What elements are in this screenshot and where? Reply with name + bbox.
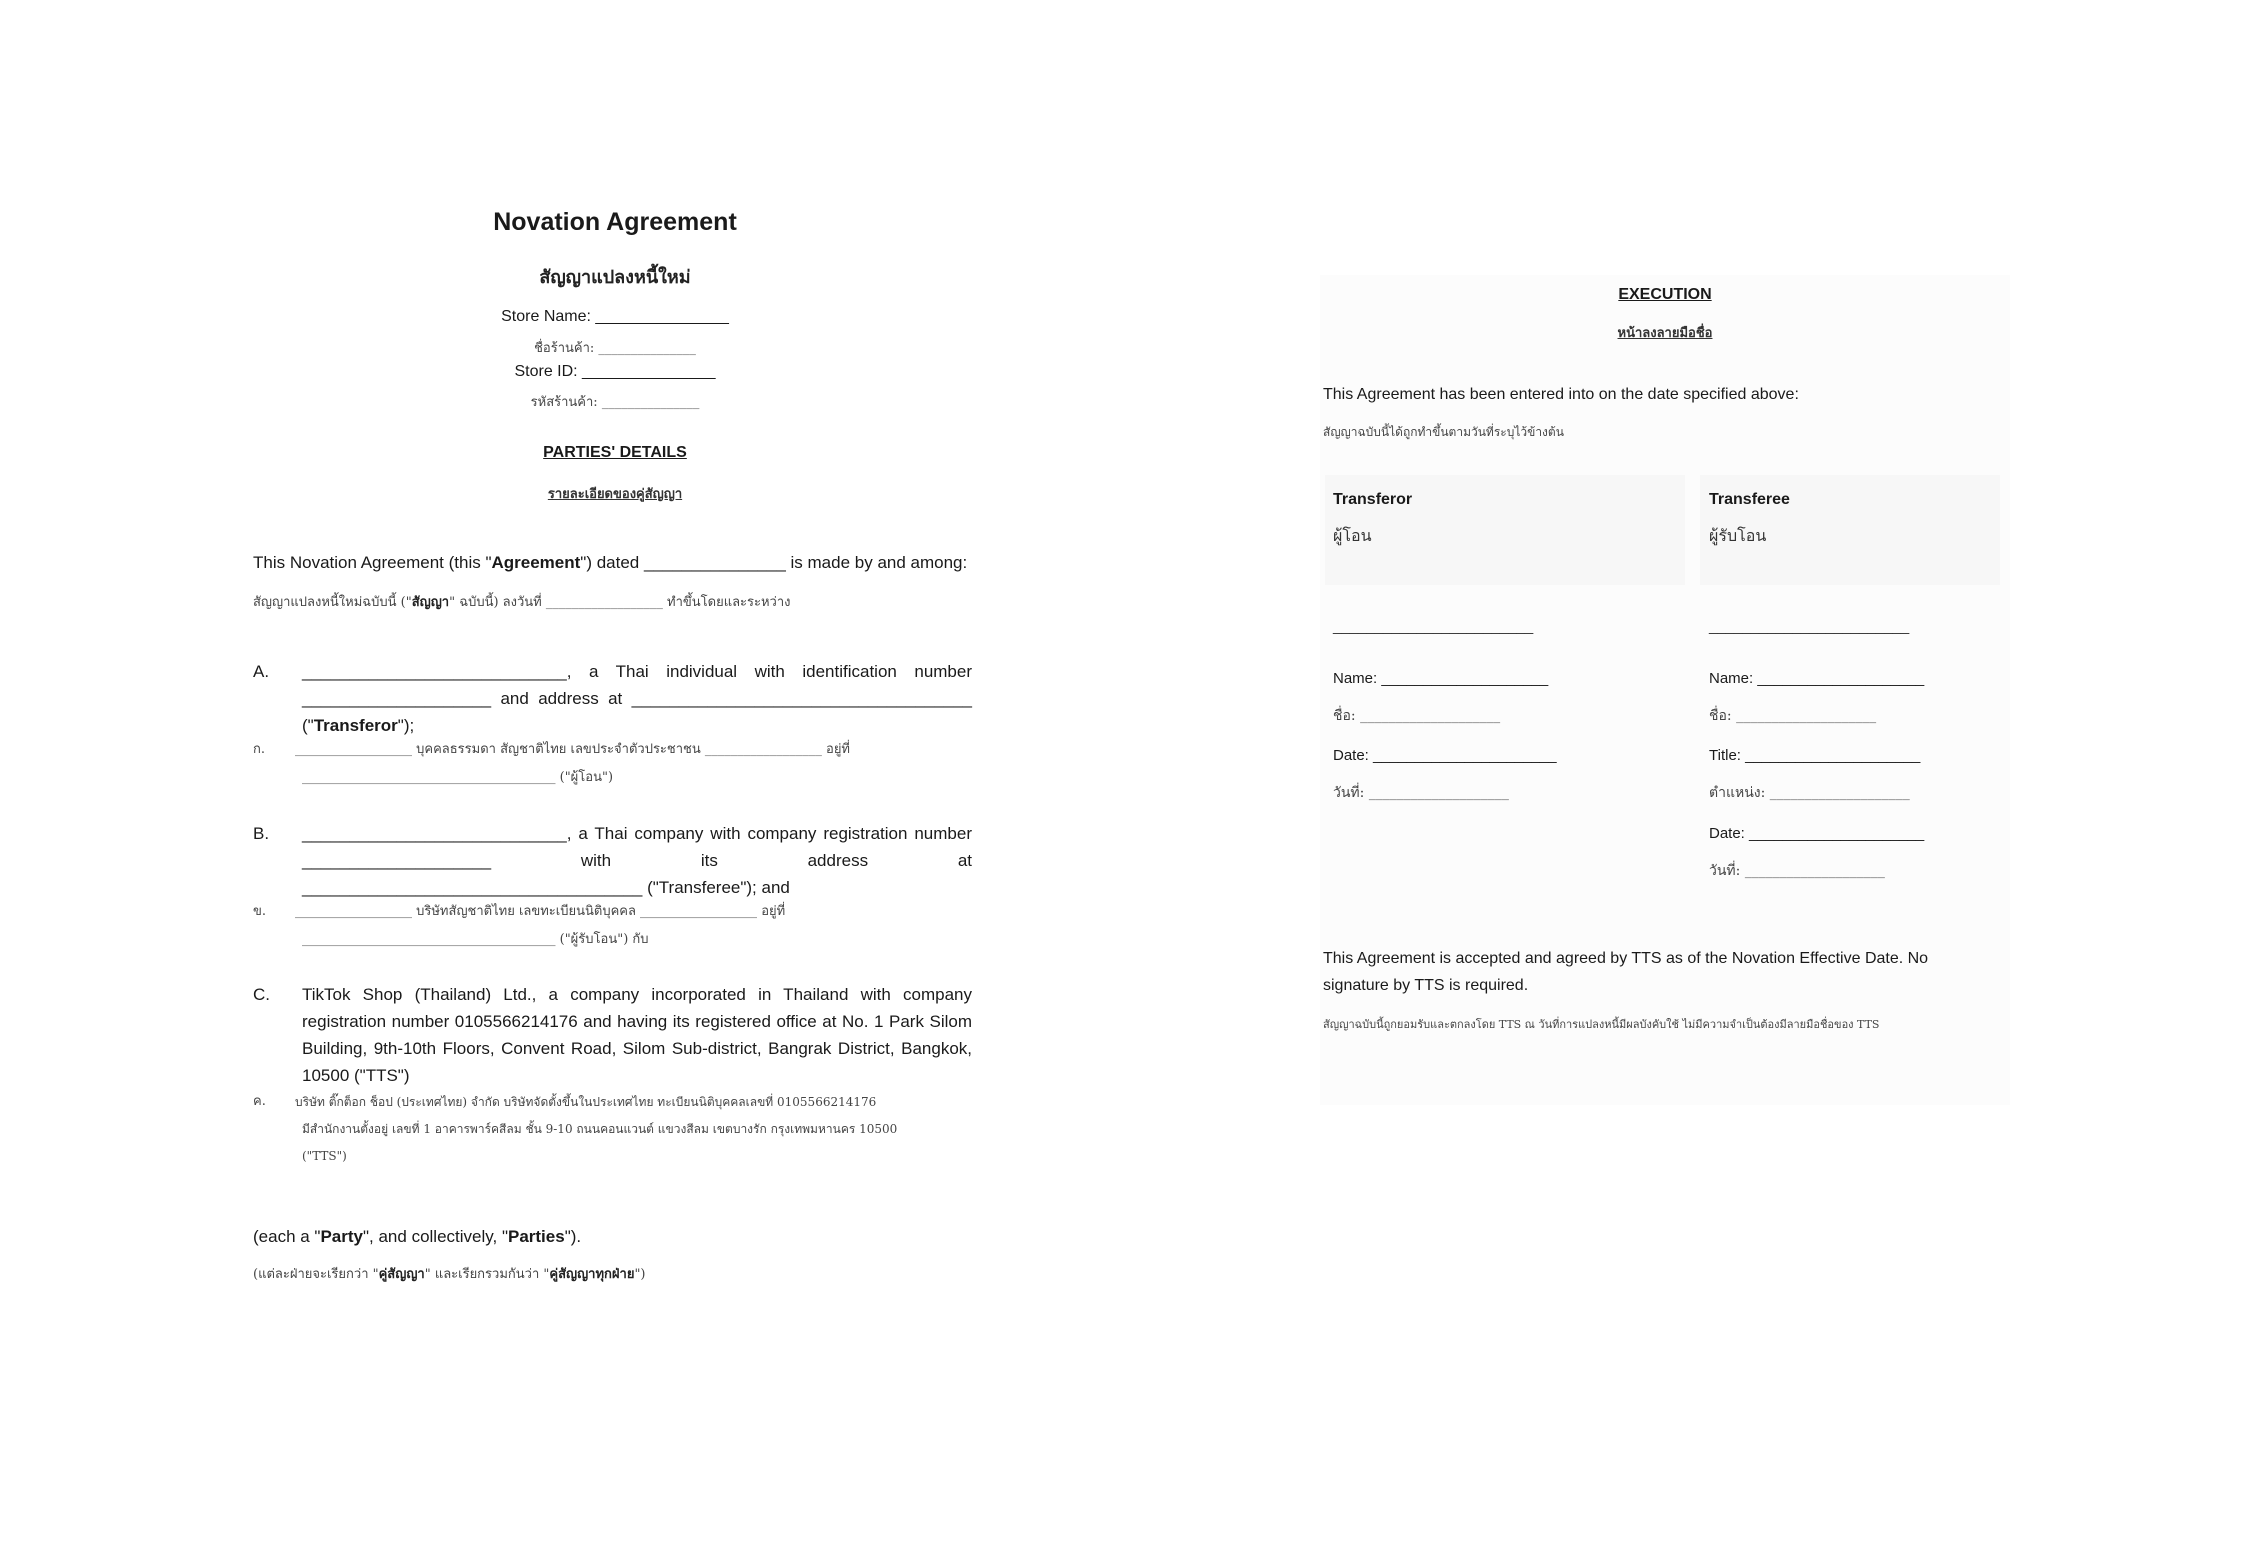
transferee-name-field-th: ชื่อ: ____________________ [1709,708,1877,724]
party-th-defined-term: คู่สัญญา [378,1267,425,1282]
clause-b-label: B. [253,824,270,843]
intro-th-defined-term: สัญญา [411,595,450,610]
transferee-date-field-th: วันที่: ____________________ [1709,863,1885,879]
transferee-title-field: Title: _____________________ [1709,747,1921,764]
execution-heading: EXECUTION [1618,286,1712,303]
store-id-field: Store ID: _______________ [514,363,716,380]
each-party-th-text-end: ") [634,1267,646,1282]
parties-heading: PARTIES' DETAILS [543,444,687,461]
clause-c-label: C. [253,985,270,1004]
transferee-name-field: Name: ____________________ [1709,670,1925,687]
clause-a-th-line: __________________ บุคคลธรรมดา สัญชาติไทย เลขประจำตัวประชาชน __________________ อยู่ที่ [295,742,851,757]
clause-b-th-line: _______________________________________ ("ผู้รับโอน") กับ [302,932,649,947]
clause-c-th-line: บริษัท ติ๊กต็อก ช็อป (ประเทศไทย) จำกัด บริษัทจัดตั้งขึ้นในประเทศไทย ทะเบียนนิติบุคคลเลขที่ 0105566214176 [295,1095,877,1109]
store-id-field-th: รหัสร้านค้า: _______________ [530,395,700,410]
intro-defined-term: Agreement [491,553,581,572]
party-defined-term: Party [320,1227,363,1246]
clause-c-th-line: ("TTS") [302,1149,347,1163]
parties-heading-th: รายละเอียดของคู่สัญญา [547,487,683,502]
transferee-date-field: Date: _____________________ [1709,825,1925,842]
transferor-date-field: Date: ______________________ [1333,747,1557,764]
clause-a-th-line: _______________________________________ ("ผู้โอน") [302,770,614,785]
transferor-title-th: ผู้โอน [1333,526,1372,545]
clause-b-line: ____________________________, a Thai company with company registration number [302,824,972,843]
clause-a-th-label: ก. [253,742,266,757]
clause-b-th-line: __________________ บริษัทสัญชาติไทย เลขทะเบียนนิติบุคคล __________________ อยู่ที่ [295,904,786,919]
clause-b-th-label: ข. [253,904,267,919]
transferor-name-field: Name: ____________________ [1333,670,1549,687]
parties-defined-term: Parties [507,1227,565,1246]
intro-paragraph [253,549,973,576]
clause-c-th-line: มีสำนักงานตั้งอยู่ เลขที่ 1 อาคารพาร์คสีลม ชั้น 9-10 ถนนคอนแวนต์ แขวงสีลม เขตบางรัก กรุงเทพมหานคร 10500 [302,1122,898,1136]
parties-th-defined-term: คู่สัญญาทุกฝ่าย [549,1267,635,1282]
clause-c-line: TikTok Shop (Thailand) Ltd., a company incorporated in Thailand with company [302,985,972,1004]
transferor-name-field-th: ชื่อ: ____________________ [1333,708,1501,724]
each-party-paragraph-th [253,1262,973,1288]
store-name-field: Store Name: _______________ [501,308,729,325]
document-title: Novation Agreement [493,208,737,236]
intro-paragraph-th [253,590,973,616]
store-name-field-th: ชื่อร้านค้า: _______________ [534,341,696,356]
execution-heading-th: หน้าลงลายมือชื่อ [1617,326,1713,341]
clause-a-text-end: "); [397,716,415,735]
document-title-th: สัญญาแปลงหนี้ใหม่ [539,267,691,288]
each-party-th-text: (แต่ละฝ่ายจะเรียกว่า " [253,1267,379,1282]
clause-a-text: (" [302,716,314,735]
clause-c-th-label: ค. [253,1094,266,1109]
acceptance-statement-line: This Agreement is accepted and agreed by TTS as of the Novation Effective Date. No [1323,950,1929,967]
clause-a-defined-term: Transferor [313,716,398,735]
entered-statement-th: สัญญาฉบับนี้ได้ถูกทำขึ้นตามวันที่ระบุไว้ข้างต้น [1323,425,1564,439]
intro-th-text-end: " ฉบับนี้) ลงวันที่ __________________ ทำขึ้นโดยและระหว่าง [449,595,791,610]
clause-a-line [302,712,972,739]
acceptance-statement-th: สัญญาฉบับนี้ถูกยอมรับและตกลงโดย TTS ณ วันที่การแปลงหนี้มีผลบังคับใช้ ไม่มีความจำเป็นต้องมีลายมือชื่อของ TTS [1323,1018,1880,1031]
clause-a-line: ____________________________, a Thai individual with identification number [302,662,972,681]
clause-a-label: A. [253,662,270,681]
intro-text: This Novation Agreement (this " [253,553,492,572]
clause-c-line: 10500 ("TTS") [302,1066,410,1085]
transferor-title: Transferor [1333,491,1413,508]
entered-statement: This Agreement has been entered into on the date specified above: [1323,386,1799,403]
clause-b-line: ____________________ with its address at [302,851,972,870]
each-party-text: (each a " [253,1227,321,1246]
each-party-text-end: "). [564,1227,582,1246]
clause-c-line: Building, 9th-10th Floors, Convent Road, Silom Sub-district, Bangrak District, Bangkok, [302,1039,972,1058]
transferor-date-field-th: วันที่: ____________________ [1333,785,1509,801]
intro-text-end: ") dated _______________ is made by and among: [580,553,968,572]
transferee-title-field-th: ตำแหน่ง: ____________________ [1709,785,1910,801]
transferee-signature-line: ________________________ [1709,618,1910,635]
clause-a-line: ____________________ and address at ____________________________________ [302,689,972,708]
transferor-signature-line: ________________________ [1333,618,1534,635]
intro-th-text: สัญญาแปลงหนี้ใหม่ฉบับนี้ (" [253,595,412,610]
each-party-th-text-mid: " และเรียกรวมกันว่า " [424,1267,550,1282]
each-party-paragraph [253,1223,973,1250]
acceptance-statement-line: signature by TTS is required. [1323,977,1529,994]
clause-c-line: registration number 0105566214176 and having its registered office at No. 1 Park Silom [302,1012,972,1031]
clause-b-line: ____________________________________ ("Transferee"); and [302,878,790,897]
transferee-title-th: ผู้รับโอน [1709,526,1767,545]
transferee-title: Transferee [1709,491,1790,508]
each-party-text-mid: ", and collectively, " [363,1227,508,1246]
